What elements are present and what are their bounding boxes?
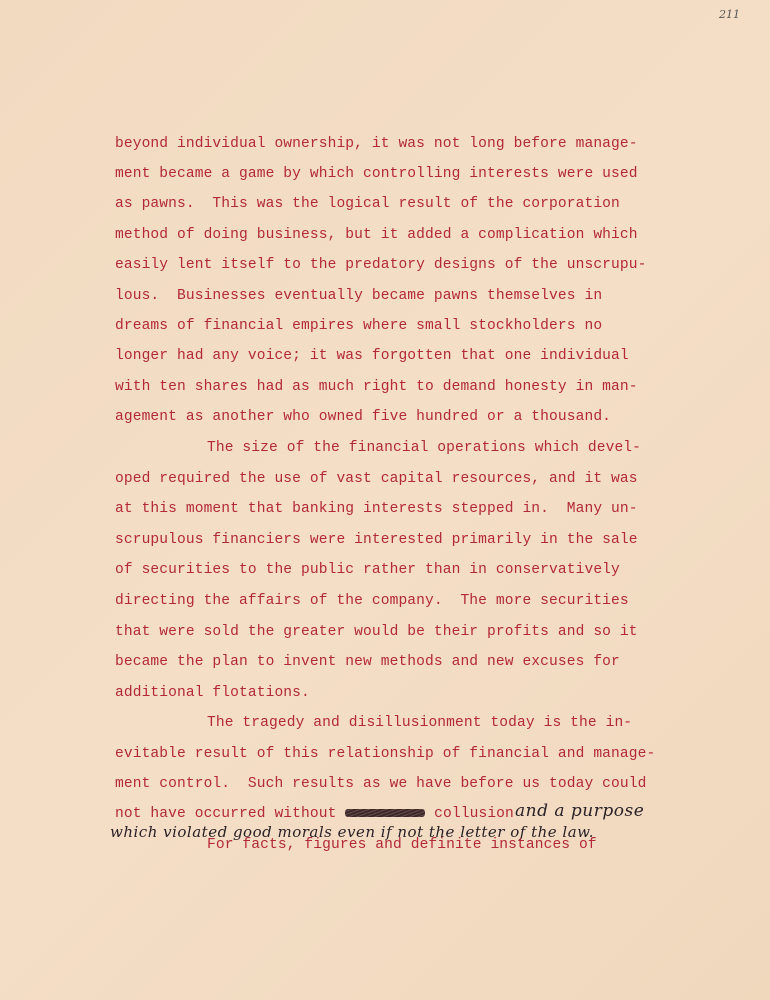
text-line: with ten shares had as much right to demand honesty in man- — [115, 379, 638, 395]
text-line: became the plan to invent new methods and new excuses for — [115, 654, 620, 670]
text-fragment: not have occurred without — [115, 806, 346, 822]
text-line: beyond individual ownership, it was not long before manage- — [115, 136, 638, 152]
struck-out-word — [345, 809, 425, 817]
text-line: ment control. Such results as we have before us today could — [115, 776, 647, 792]
text-line: as pawns. This was the logical result of the corporation — [115, 196, 620, 212]
text-fragment: collusion — [425, 806, 514, 822]
text-line: evitable result of this relationship of financial and manage- — [115, 746, 656, 762]
text-line: dreams of financial empires where small stockholders no — [115, 318, 603, 334]
text-line: lous. Businesses eventually became pawns themselves in — [115, 288, 603, 304]
handwritten-insertion-2: which violated good morals even if not the letter of the law. — [110, 823, 595, 841]
text-line: directing the affairs of the company. The more securities — [115, 593, 629, 609]
text-line: that were sold the greater would be their profits and so it — [115, 624, 638, 640]
handwritten-insertion-1: and a purpose — [515, 801, 645, 821]
page-number: 211 — [719, 8, 740, 21]
text-line: For facts, figures and definite instances of — [207, 837, 597, 853]
text-line: at this moment that banking interests stepped in. Many un- — [115, 501, 638, 517]
text-line: easily lent itself to the predatory designs of the unscrupu- — [115, 257, 647, 273]
text-line: longer had any voice; it was forgotten that one individual — [115, 348, 629, 364]
text-line: scrupulous financiers were interested primarily in the sale — [115, 532, 638, 548]
text-line: method of doing business, but it added a complication which — [115, 227, 638, 243]
text-line: The size of the financial operations which devel- — [207, 440, 642, 456]
text-line — [115, 805, 514, 823]
text-line: additional flotations. — [115, 685, 310, 701]
text-line: The tragedy and disillusionment today is the in- — [207, 715, 633, 731]
text-line: ment became a game by which controlling interests were used — [115, 166, 638, 182]
text-line: of securities to the public rather than in conservatively — [115, 562, 620, 578]
text-line: agement as another who owned five hundred or a thousand. — [115, 409, 612, 425]
text-line: oped required the use of vast capital resources, and it was — [115, 471, 638, 487]
